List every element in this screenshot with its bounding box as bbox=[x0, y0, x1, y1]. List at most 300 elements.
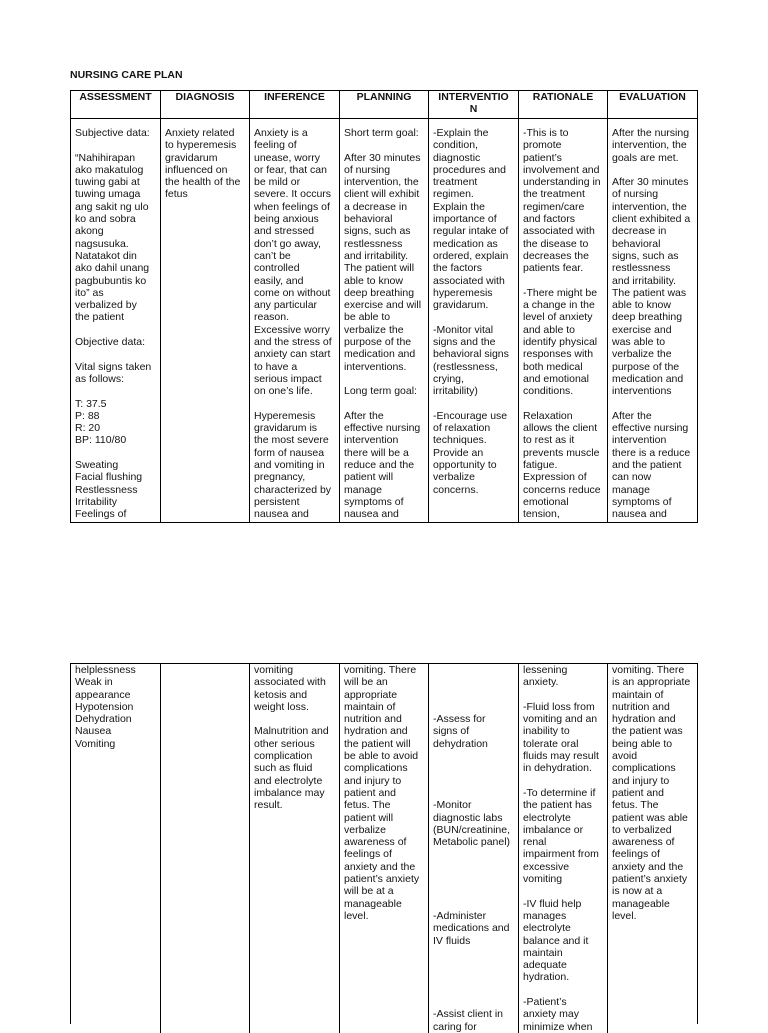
planning-line: patient and bbox=[344, 786, 396, 799]
rationale-line: and emotional bbox=[523, 372, 589, 385]
assessment-line: Weak in bbox=[75, 676, 113, 689]
planning-line: effective nursing bbox=[344, 422, 421, 435]
evaluation-line: to verbalized bbox=[612, 823, 672, 836]
intervention-line bbox=[433, 947, 518, 959]
inference-line: easily, and bbox=[254, 274, 304, 287]
intervention-line bbox=[433, 701, 518, 713]
planning-line: interventions. bbox=[344, 360, 407, 373]
evaluation-line bbox=[612, 164, 697, 176]
intervention-line: medications and bbox=[433, 922, 510, 935]
planning-line: patient will bbox=[344, 811, 394, 824]
intervention-line: -Monitor vital bbox=[433, 323, 494, 336]
care-plan-table-part-2 bbox=[70, 663, 698, 1033]
evaluation-line: intervention, the bbox=[612, 139, 687, 152]
planning-header bbox=[340, 91, 429, 118]
intervention-line: procedures and bbox=[433, 163, 506, 176]
intervention-line bbox=[433, 959, 518, 971]
planning-line: After 30 minutes bbox=[344, 151, 421, 164]
assessment-line: Hypotension bbox=[75, 700, 134, 713]
planning-line: deep breathing bbox=[344, 286, 415, 299]
intervention-line: Metabolic panel) bbox=[433, 836, 511, 849]
intervention-line bbox=[433, 984, 518, 996]
planning-line: medication and bbox=[344, 348, 416, 361]
intervention-line: caring for bbox=[433, 1020, 477, 1033]
assessment-line bbox=[75, 385, 160, 397]
inference-line: INFERENCE bbox=[264, 91, 325, 103]
evaluation-line: goals are met. bbox=[612, 151, 679, 164]
evaluation-line: EVALUATION bbox=[619, 91, 686, 103]
assessment-cell bbox=[71, 119, 161, 522]
planning-line: anxiety and the bbox=[344, 860, 416, 873]
assessment-line: as follows: bbox=[75, 372, 125, 385]
rationale-cell bbox=[519, 664, 608, 1033]
rationale-line: concerns reduce bbox=[523, 483, 601, 496]
rationale-line: manages bbox=[523, 909, 567, 922]
planning-line: PLANNING bbox=[356, 91, 412, 103]
inference-line: when feelings of bbox=[254, 200, 330, 213]
inference-line: being anxious bbox=[254, 213, 319, 226]
assessment-cell bbox=[71, 664, 161, 1033]
rationale-line: prevents muscle bbox=[523, 446, 600, 459]
inference-line: to have a bbox=[254, 360, 298, 373]
planning-line: reduce and the bbox=[344, 459, 415, 472]
inference-cell bbox=[250, 119, 340, 522]
intervention-cell bbox=[429, 119, 519, 522]
assessment-line: ko and sobra bbox=[75, 213, 136, 226]
inference-line: any particular bbox=[254, 299, 318, 312]
assessment-line: Irritability bbox=[75, 495, 118, 508]
assessment-line: ito” as bbox=[75, 286, 104, 299]
rationale-line: promote bbox=[523, 139, 562, 152]
planning-line bbox=[344, 373, 428, 385]
rationale-line: to rest as it bbox=[523, 434, 575, 447]
intervention-line bbox=[433, 664, 518, 676]
assessment-line: BP: 110/80 bbox=[75, 434, 127, 447]
planning-line: awareness of bbox=[344, 836, 407, 849]
intervention-line: diagnostic labs bbox=[433, 811, 503, 824]
planning-line: manageable bbox=[344, 897, 402, 910]
planning-line: purpose of the bbox=[344, 336, 412, 349]
rationale-line: fluids may result bbox=[523, 750, 599, 763]
planning-line: vomiting. There bbox=[344, 664, 417, 676]
evaluation-line: purpose of the bbox=[612, 360, 680, 373]
assessment-line: ako makatulog bbox=[75, 163, 144, 176]
assessment-line: Nausea bbox=[75, 725, 112, 738]
intervention-header bbox=[429, 91, 519, 118]
inference-line: come on without bbox=[254, 286, 331, 299]
intervention-line: techniques. bbox=[433, 434, 487, 447]
assessment-line: T: 37.5 bbox=[75, 397, 107, 410]
inference-header bbox=[250, 91, 340, 118]
intervention-line: diagnostic bbox=[433, 151, 481, 164]
evaluation-line: vomiting. There bbox=[612, 664, 685, 676]
evaluation-line: After 30 minutes bbox=[612, 176, 689, 189]
assessment-line: Dehydration bbox=[75, 713, 132, 726]
intervention-line: opportunity to bbox=[433, 459, 497, 472]
rationale-line: the patient has bbox=[523, 799, 592, 812]
rationale-line: -Patient’s bbox=[523, 996, 567, 1009]
inference-line: pregnancy, bbox=[254, 471, 306, 484]
intervention-line bbox=[433, 861, 518, 873]
assessment-line: ASSESSMENT bbox=[79, 91, 152, 103]
diagnosis-line: DIAGNOSIS bbox=[175, 91, 235, 103]
inference-line: form of nausea bbox=[254, 446, 325, 459]
diagnosis-cell bbox=[161, 664, 250, 1033]
intervention-line: INTERVENTIO bbox=[438, 91, 509, 103]
planning-line: will be an bbox=[344, 676, 388, 689]
evaluation-line: interventions bbox=[612, 385, 672, 398]
planning-line: verbalize the bbox=[344, 323, 404, 336]
intervention-line: of relaxation bbox=[433, 422, 491, 435]
planning-line: fetus. The bbox=[344, 799, 391, 812]
care-plan-table-part-1 bbox=[70, 90, 698, 523]
inference-line: and stressed bbox=[254, 225, 315, 238]
inference-line: reason. bbox=[254, 311, 290, 324]
rationale-line: electrolyte bbox=[523, 922, 571, 935]
planning-line: hydration and bbox=[344, 725, 408, 738]
evaluation-line: there is a reduce bbox=[612, 446, 691, 459]
rationale-line: level of anxiety bbox=[523, 311, 593, 324]
rationale-line: and factors bbox=[523, 213, 575, 226]
planning-line: a decrease in bbox=[344, 200, 408, 213]
inference-line bbox=[254, 398, 339, 410]
evaluation-line: able to know bbox=[612, 299, 671, 312]
assessment-line: the patient bbox=[75, 311, 125, 324]
inference-cell bbox=[250, 664, 340, 1033]
rationale-line: -Fluid loss from bbox=[523, 700, 595, 713]
rationale-line: -To determine if bbox=[523, 786, 596, 799]
rationale-line: imbalance or bbox=[523, 823, 584, 836]
rationale-line: hydration. bbox=[523, 971, 570, 984]
evaluation-line: behavioral bbox=[612, 237, 661, 250]
evaluation-line: and the patient bbox=[612, 459, 682, 472]
inference-line: such as fluid bbox=[254, 762, 313, 775]
rationale-line: in dehydration. bbox=[523, 762, 592, 775]
rationale-header bbox=[519, 91, 608, 118]
intervention-line: irritability) bbox=[433, 385, 478, 398]
evaluation-line bbox=[612, 398, 697, 410]
rationale-line: emotional bbox=[523, 495, 569, 508]
intervention-line: -Assess for bbox=[433, 713, 486, 726]
intervention-line: crying, bbox=[433, 372, 464, 385]
assessment-line: “Nahihirapan bbox=[75, 151, 136, 164]
assessment-line: akong bbox=[75, 225, 104, 238]
planning-line: exercise and will bbox=[344, 299, 422, 312]
evaluation-line: effective nursing bbox=[612, 422, 689, 435]
evaluation-line: The patient was bbox=[612, 286, 687, 299]
inference-line: can’t be bbox=[254, 249, 291, 262]
intervention-line: -Encourage use bbox=[433, 409, 508, 422]
intervention-line: concerns. bbox=[433, 483, 479, 496]
planning-line bbox=[344, 398, 428, 410]
evaluation-line: complications bbox=[612, 762, 676, 775]
rationale-line: patients fear. bbox=[523, 262, 584, 275]
planning-line: verbalize bbox=[344, 823, 387, 836]
assessment-line: helplessness bbox=[75, 664, 136, 676]
evaluation-line: of nursing bbox=[612, 188, 659, 201]
evaluation-line: verbalize the bbox=[612, 348, 672, 361]
inference-line: Hyperemesis bbox=[254, 409, 316, 422]
evaluation-line: restlessness bbox=[612, 262, 671, 275]
rationale-line: maintain bbox=[523, 946, 563, 959]
planning-cell bbox=[340, 119, 429, 522]
intervention-line: -Explain the bbox=[433, 127, 489, 139]
planning-line: patient will bbox=[344, 471, 394, 484]
planning-line: The patient will bbox=[344, 262, 415, 275]
assessment-line: R: 20 bbox=[75, 422, 101, 435]
evaluation-line: deep breathing bbox=[612, 311, 683, 324]
rationale-line: decreases the bbox=[523, 249, 589, 262]
planning-cell bbox=[340, 664, 429, 1033]
assessment-line: ako dahil unang bbox=[75, 262, 150, 275]
intervention-line: signs and the bbox=[433, 336, 496, 349]
intervention-line: (restlessness, bbox=[433, 360, 498, 373]
intervention-line: -Monitor bbox=[433, 799, 472, 812]
planning-line: nausea and bbox=[344, 508, 399, 521]
rationale-line bbox=[523, 885, 607, 897]
evaluation-line: medication and bbox=[612, 372, 684, 385]
diagnosis-line: the health of the bbox=[165, 176, 241, 189]
inference-line: nausea and bbox=[254, 508, 309, 521]
assessment-line bbox=[75, 324, 160, 336]
rationale-line bbox=[523, 984, 607, 996]
inference-line: serious impact bbox=[254, 372, 322, 385]
intervention-line: N bbox=[469, 103, 478, 116]
diagnosis-line: to hyperemesis bbox=[165, 139, 237, 152]
assessment-line bbox=[75, 447, 160, 459]
inference-line: or fear, that can bbox=[254, 163, 327, 176]
intervention-line: condition, bbox=[433, 139, 478, 152]
rationale-line: fatigue. bbox=[523, 459, 558, 472]
intervention-line: associated with bbox=[433, 274, 505, 287]
rationale-line: understanding in bbox=[523, 176, 601, 189]
planning-line: of nursing bbox=[344, 163, 391, 176]
assessment-line bbox=[75, 139, 160, 151]
assessment-line: Vital signs taken bbox=[75, 360, 152, 373]
rationale-line: lessening bbox=[523, 664, 568, 676]
assessment-line: Natatakot din bbox=[75, 249, 137, 262]
intervention-line: behavioral signs bbox=[433, 348, 509, 361]
evaluation-line: symptoms of bbox=[612, 495, 672, 508]
intervention-line bbox=[433, 676, 518, 688]
planning-line: the patient will bbox=[344, 737, 411, 750]
intervention-line: importance of bbox=[433, 213, 497, 226]
evaluation-cell bbox=[608, 119, 697, 522]
planning-line: maintain of bbox=[344, 700, 396, 713]
planning-line: Short term goal: bbox=[344, 127, 419, 139]
rationale-line: tolerate oral bbox=[523, 737, 579, 750]
intervention-line bbox=[433, 775, 518, 787]
rationale-line: a change in the bbox=[523, 299, 595, 312]
evaluation-line: decrease in bbox=[612, 225, 667, 238]
inference-line: Malnutrition and bbox=[254, 725, 329, 738]
planning-line bbox=[344, 139, 428, 151]
planning-line: After the bbox=[344, 409, 384, 422]
evaluation-line: nausea and bbox=[612, 508, 667, 521]
inference-line: and vomiting in bbox=[254, 459, 325, 472]
intervention-line: dehydration bbox=[433, 737, 488, 750]
inference-line: unease, worry bbox=[254, 151, 320, 164]
assessment-line: nagsusuka. bbox=[75, 237, 129, 250]
rationale-line: -This is to bbox=[523, 127, 569, 139]
rationale-line: electrolyte bbox=[523, 811, 571, 824]
planning-line: will be at a bbox=[344, 885, 394, 898]
intervention-line: the factors bbox=[433, 262, 483, 275]
intervention-line bbox=[433, 971, 518, 983]
rationale-line: conditions. bbox=[523, 385, 574, 398]
intervention-line bbox=[433, 689, 518, 701]
planning-line: restlessness bbox=[344, 237, 403, 250]
evaluation-line: After the bbox=[612, 409, 652, 422]
intervention-line: signs of bbox=[433, 725, 470, 738]
inference-line: characterized by bbox=[254, 483, 332, 496]
rationale-line: excessive bbox=[523, 860, 570, 873]
planning-line: be able to bbox=[344, 311, 391, 324]
intervention-line: IV fluids bbox=[433, 934, 471, 947]
evaluation-line: nutrition and bbox=[612, 700, 670, 713]
intervention-line bbox=[433, 787, 518, 799]
planning-line: and injury to bbox=[344, 774, 402, 787]
intervention-line: Provide an bbox=[433, 446, 484, 459]
rationale-line: -IV fluid help bbox=[523, 897, 582, 910]
evaluation-line: awareness of bbox=[612, 836, 675, 849]
planning-line: signs, such as bbox=[344, 225, 411, 238]
rationale-line: adequate bbox=[523, 959, 567, 972]
planning-line: appropriate bbox=[344, 688, 398, 701]
evaluation-line: being able to bbox=[612, 737, 673, 750]
inference-line: complication bbox=[254, 750, 313, 763]
planning-line: be able to avoid bbox=[344, 750, 419, 763]
rationale-line bbox=[523, 398, 607, 410]
inference-line: weight loss. bbox=[254, 700, 309, 713]
inference-line: persistent bbox=[254, 495, 300, 508]
inference-line: associated with bbox=[254, 676, 326, 689]
assessment-line: Subjective data: bbox=[75, 127, 150, 139]
evaluation-line: can now bbox=[612, 471, 652, 484]
intervention-line bbox=[433, 762, 518, 774]
inference-line: on one’s life. bbox=[254, 385, 313, 398]
evaluation-line: signs, such as bbox=[612, 249, 679, 262]
intervention-line bbox=[433, 848, 518, 860]
rationale-line: impairment from bbox=[523, 848, 599, 861]
evaluation-line: anxiety and the bbox=[612, 860, 684, 873]
rationale-line: RATIONALE bbox=[532, 91, 594, 103]
diagnosis-line: gravidarum bbox=[165, 151, 218, 164]
rationale-line: the disease to bbox=[523, 237, 589, 250]
rationale-line: vomiting bbox=[523, 873, 563, 886]
rationale-line: tension, bbox=[523, 508, 560, 521]
intervention-line: verbalize bbox=[433, 471, 476, 484]
inference-line: anxiety can start bbox=[254, 348, 331, 361]
rationale-line: anxiety may bbox=[523, 1008, 580, 1021]
planning-line: complications bbox=[344, 762, 408, 775]
inference-line: feeling of bbox=[254, 139, 297, 152]
intervention-line bbox=[433, 898, 518, 910]
planning-line: able to know bbox=[344, 274, 403, 287]
intervention-line: medication as bbox=[433, 237, 498, 250]
assessment-line: tuwing umaga bbox=[75, 188, 141, 201]
evaluation-line: exercise and bbox=[612, 323, 672, 336]
rationale-line: anxiety. bbox=[523, 676, 559, 689]
evaluation-line: patient’s anxiety bbox=[612, 873, 688, 886]
rationale-line: the treatment bbox=[523, 188, 585, 201]
intervention-line bbox=[433, 996, 518, 1008]
evaluation-line: is an appropriate bbox=[612, 676, 691, 689]
planning-line: intervention, the bbox=[344, 176, 419, 189]
planning-line: manage bbox=[344, 483, 382, 496]
planning-line: and irritability. bbox=[344, 249, 408, 262]
rationale-line: responses with bbox=[523, 348, 594, 361]
evaluation-line: the patient was bbox=[612, 725, 683, 738]
planning-line: client will exhibit bbox=[344, 188, 420, 201]
planning-line: there will be a bbox=[344, 446, 409, 459]
assessment-line bbox=[75, 348, 160, 360]
evaluation-header bbox=[608, 91, 697, 118]
evaluation-line: manageable bbox=[612, 897, 670, 910]
rationale-cell bbox=[519, 119, 608, 522]
planning-line: feelings of bbox=[344, 848, 392, 861]
inference-line: controlled bbox=[254, 262, 300, 275]
inference-line: the most severe bbox=[254, 434, 329, 447]
assessment-line: Feelings of bbox=[75, 508, 127, 521]
rationale-line: and able to bbox=[523, 323, 575, 336]
evaluation-line: feelings of bbox=[612, 848, 660, 861]
rationale-line: involvement and bbox=[523, 163, 600, 176]
evaluation-line: level. bbox=[612, 909, 637, 922]
inference-line: result. bbox=[254, 799, 283, 812]
diagnosis-line: influenced on bbox=[165, 163, 228, 176]
rationale-line: allows the client bbox=[523, 422, 598, 435]
rationale-line: regimen/care bbox=[523, 200, 585, 213]
assessment-line: Vomiting bbox=[75, 737, 116, 750]
intervention-line bbox=[433, 398, 518, 410]
inference-line bbox=[254, 713, 339, 725]
intervention-line: Explain the bbox=[433, 200, 485, 213]
rationale-line: Expression of bbox=[523, 471, 587, 484]
assessment-line: ang sakit ng ulo bbox=[75, 200, 149, 213]
rationale-line: -There might be bbox=[523, 286, 598, 299]
inference-line: ketosis and bbox=[254, 688, 308, 701]
intervention-line: treatment bbox=[433, 176, 478, 189]
planning-line: behavioral bbox=[344, 213, 393, 226]
inference-line: severe. It occurs bbox=[254, 188, 332, 201]
rationale-line: identify physical bbox=[523, 336, 598, 349]
assessment-header bbox=[71, 91, 161, 118]
planning-line: intervention bbox=[344, 434, 399, 447]
rationale-line bbox=[523, 689, 607, 701]
evaluation-line: manage bbox=[612, 483, 650, 496]
inference-line: and electrolyte bbox=[254, 774, 323, 787]
planning-line: Long term goal: bbox=[344, 385, 417, 398]
evaluation-line: is now at a bbox=[612, 885, 663, 898]
intervention-line: -Assist client in bbox=[433, 1008, 504, 1021]
inference-line: be mild or bbox=[254, 176, 301, 189]
evaluation-line: was able to bbox=[612, 336, 666, 349]
rationale-line: both medical bbox=[523, 360, 583, 373]
rationale-line: associated with bbox=[523, 225, 595, 238]
evaluation-line: patient was able bbox=[612, 811, 688, 824]
rationale-line: balance and it bbox=[523, 934, 589, 947]
evaluation-line: client exhibited a bbox=[612, 213, 691, 226]
intervention-line bbox=[433, 873, 518, 885]
diagnosis-cell bbox=[161, 119, 250, 522]
rationale-line: minimize when bbox=[523, 1020, 593, 1033]
planning-line: level. bbox=[344, 909, 369, 922]
rationale-line bbox=[523, 775, 607, 787]
intervention-line: (BUN/creatinine, bbox=[433, 823, 511, 836]
evaluation-line: intervention, the bbox=[612, 200, 687, 213]
rationale-line: renal bbox=[523, 836, 547, 849]
